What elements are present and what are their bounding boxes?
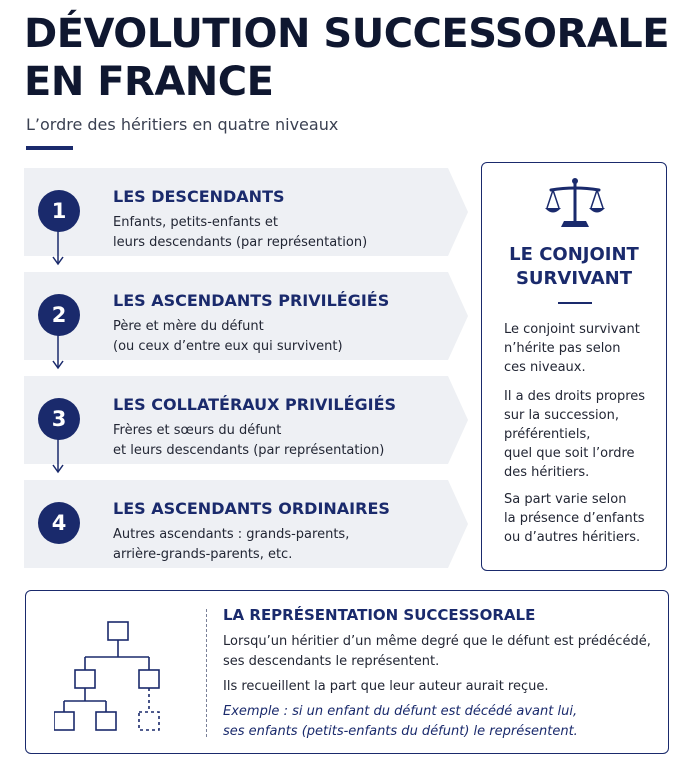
conjoint-panel xyxy=(481,162,667,571)
step-description-line: (ou ceux d’entre eux qui survivent) xyxy=(113,339,343,354)
step-number-badge: 4 xyxy=(38,502,80,544)
conjoint-text-line: Il a des droits propres xyxy=(504,389,646,404)
step-title: LES ASCENDANTS PRIVILÉGIÉS xyxy=(113,291,390,310)
representation-paragraph-1 xyxy=(223,632,651,672)
step-number-badge: 2 xyxy=(38,294,80,336)
page-title xyxy=(24,10,684,106)
step-card-4 xyxy=(24,480,448,568)
conjoint-title-underline xyxy=(558,302,592,304)
page-subtitle: L’ordre des héritiers en quatre niveaux xyxy=(26,115,339,134)
representation-text-line: ses descendants le représentent. xyxy=(223,654,440,669)
step-description-line: Frères et sœurs du défunt xyxy=(113,423,282,438)
conjoint-title-line: LE CONJOINT xyxy=(509,244,639,265)
step-description xyxy=(113,421,384,461)
conjoint-text-line: des héritiers. xyxy=(504,465,590,480)
conjoint-text-line: la présence d’enfants xyxy=(504,511,645,526)
scale-icon xyxy=(545,177,605,229)
representation-text-line: Ils recueillent la part que leur auteur aurait reçue. xyxy=(223,679,549,694)
conjoint-text-line: ou d’autres héritiers. xyxy=(504,530,641,545)
step-description-line: Autres ascendants : grands-parents, xyxy=(113,527,350,542)
arrow-down-icon xyxy=(50,225,66,267)
title-underline xyxy=(26,146,73,150)
representation-divider xyxy=(206,609,207,737)
representation-title: LA REPRÉSENTATION SUCCESSORALE xyxy=(223,606,536,624)
step-title: LES DESCENDANTS xyxy=(113,187,285,206)
representation-text-line: Lorsqu’un héritier d’un même degré que le défunt est prédécédé, xyxy=(223,634,651,649)
step-description xyxy=(113,525,349,565)
conjoint-text-line: sur la succession, xyxy=(504,408,619,423)
conjoint-paragraph-1 xyxy=(504,320,640,377)
arrow-down-icon xyxy=(50,329,66,371)
step-number-badge: 1 xyxy=(38,190,80,232)
conjoint-title-line: SURVIVANT xyxy=(515,268,633,289)
conjoint-text-line: Le conjoint survivant xyxy=(504,322,640,337)
representation-example xyxy=(223,702,578,742)
conjoint-text-line: Sa part varie selon xyxy=(504,492,627,507)
conjoint-paragraph-3 xyxy=(504,490,645,547)
representation-panel xyxy=(25,590,669,754)
step-number-badge: 3 xyxy=(38,398,80,440)
step-description-line: Père et mère du défunt xyxy=(113,319,264,334)
step-description-line: et leurs descendants (par représentation) xyxy=(113,443,385,458)
arrow-down-icon xyxy=(50,433,66,475)
step-description xyxy=(113,317,343,357)
conjoint-text-line: n’hérite pas selon xyxy=(504,341,621,356)
family-tree-icon xyxy=(54,606,169,732)
step-description xyxy=(113,213,367,253)
page-title-line-1: DÉVOLUTION SUCCESSORALE xyxy=(24,11,670,57)
conjoint-text-line: quel que soit l’ordre xyxy=(504,446,635,461)
representation-example-line: Exemple : si un enfant du défunt est décédé avant lui, xyxy=(223,704,578,719)
representation-example-line: ses enfants (petits-enfants du défunt) le représentent. xyxy=(223,724,578,739)
conjoint-text-line: préférentiels, xyxy=(504,427,591,442)
conjoint-title xyxy=(482,243,666,291)
page-title-line-2: EN FRANCE xyxy=(24,59,274,105)
step-card-1 xyxy=(24,168,448,256)
step-card-2 xyxy=(24,272,448,360)
step-card-3 xyxy=(24,376,448,464)
conjoint-paragraph-2 xyxy=(504,387,645,482)
conjoint-text-line: ces niveaux. xyxy=(504,360,586,375)
step-title: LES ASCENDANTS ORDINAIRES xyxy=(113,499,390,518)
step-title: LES COLLATÉRAUX PRIVILÉGIÉS xyxy=(113,395,397,414)
representation-paragraph-2 xyxy=(223,677,549,697)
step-description-line: leurs descendants (par représentation) xyxy=(113,235,368,250)
step-description-line: Enfants, petits-enfants et xyxy=(113,215,279,230)
step-description-line: arrière-grands-parents, etc. xyxy=(113,547,293,562)
